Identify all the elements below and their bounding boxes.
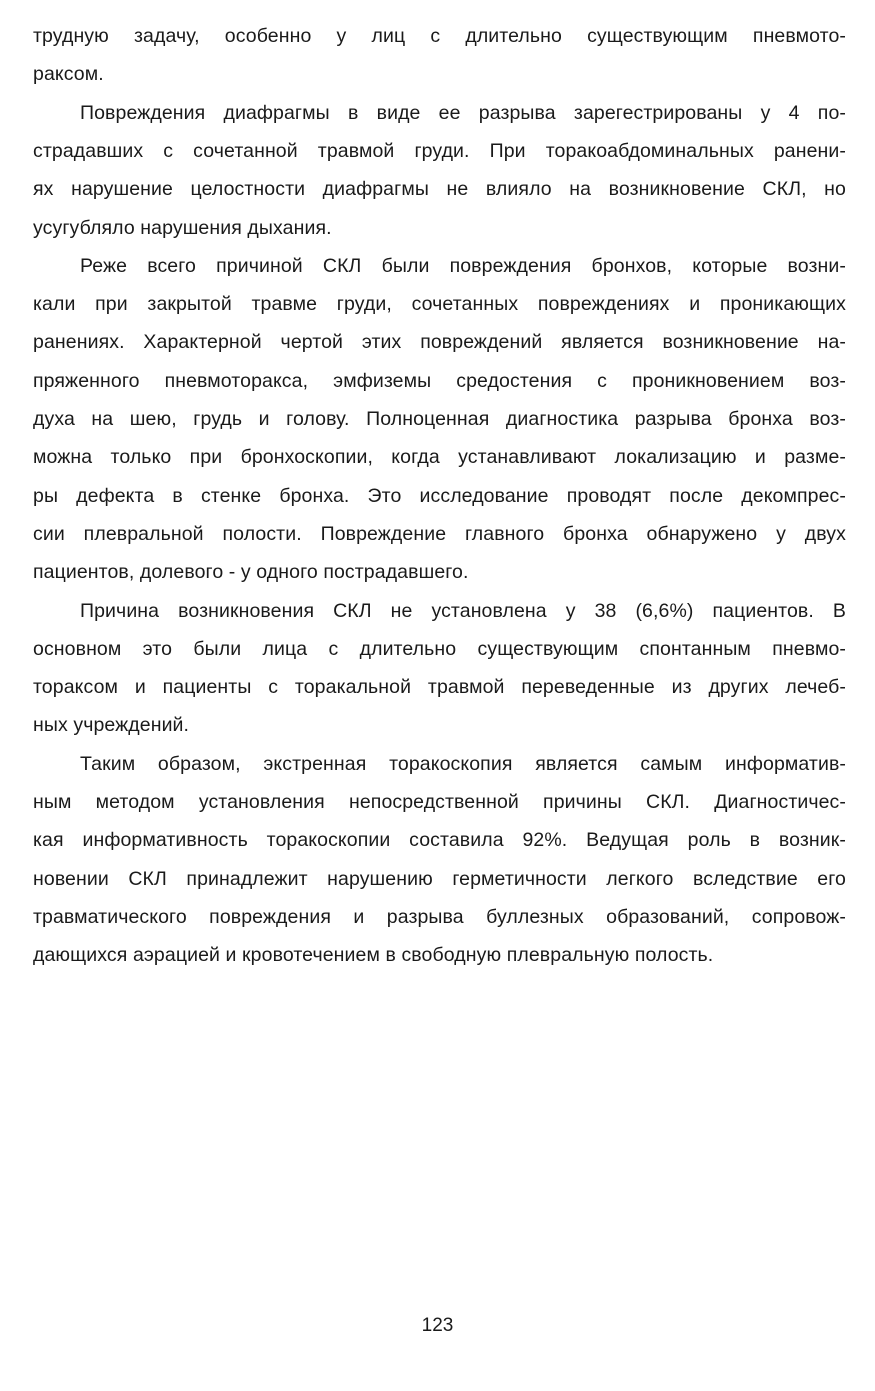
text-line: новении СКЛ принадлежит нарушению герметичности легкого вследствие его: [33, 868, 846, 890]
text-line: трудную задачу, особенно у лиц с длительно существующим пневмото-: [33, 25, 846, 47]
text-line: Причина возникновения СКЛ не установлена у 38 (6,6%) пациентов. В: [80, 600, 846, 622]
text-line: духа на шею, грудь и голову. Полноценная диагностика разрыва бронха воз-: [33, 408, 846, 430]
text-line: можна только при бронхоскопии, когда устанавливают локализацию и разме-: [33, 446, 846, 468]
text-line: основном это были лица с длительно существующим спонтанным пневмо-: [33, 638, 846, 660]
text-line: Повреждения диафрагмы в виде ее разрыва зарегестрированы у 4 по-: [80, 102, 846, 124]
text-line: усугубляло нарушения дыхания.: [33, 217, 332, 239]
text-line: пациентов, долевого - у одного пострадавшего.: [33, 561, 469, 583]
text-line: Реже всего причиной СКЛ были повреждения бронхов, которые возни-: [80, 255, 846, 277]
text-line: ях нарушение целостности диафрагмы не влияло на возникновение СКЛ, но: [33, 178, 846, 200]
text-line: сии плевральной полости. Повреждение главного бронха обнаружено у двух: [33, 523, 846, 545]
page-number: 123: [421, 1315, 454, 1336]
text-line: ры дефекта в стенке бронха. Это исследование проводят после декомпрес-: [33, 485, 846, 507]
text-line: ных учреждений.: [33, 714, 190, 736]
text-line: тораксом и пациенты с торакальной травмой переведенные из других лечеб-: [33, 676, 846, 698]
text-line: Таким образом, экстренная торакоскопия является самым информатив-: [80, 753, 846, 775]
text-line: кая информативность торакоскопии составила 92%. Ведущая роль в возник-: [33, 829, 846, 851]
text-line: травматического повреждения и разрыва буллезных образований, сопровож-: [33, 906, 846, 928]
text-line: раксом.: [33, 63, 104, 85]
text-line: ранениях. Характерной чертой этих повреждений является возникновение на-: [33, 331, 846, 353]
text-line: ным методом установления непосредственной причины СКЛ. Диагностичес-: [33, 791, 846, 813]
text-line: страдавших с сочетанной травмой груди. При торакоабдоминальных ранени-: [33, 140, 846, 162]
text-line: кали при закрытой травме груди, сочетанных повреждениях и проникающих: [33, 293, 846, 315]
text-line: дающихся аэрацией и кровотечением в свободную плевральную полость.: [33, 944, 714, 966]
text-line: пряженного пневмоторакса, эмфиземы средостения с проникновением воз-: [33, 370, 846, 392]
